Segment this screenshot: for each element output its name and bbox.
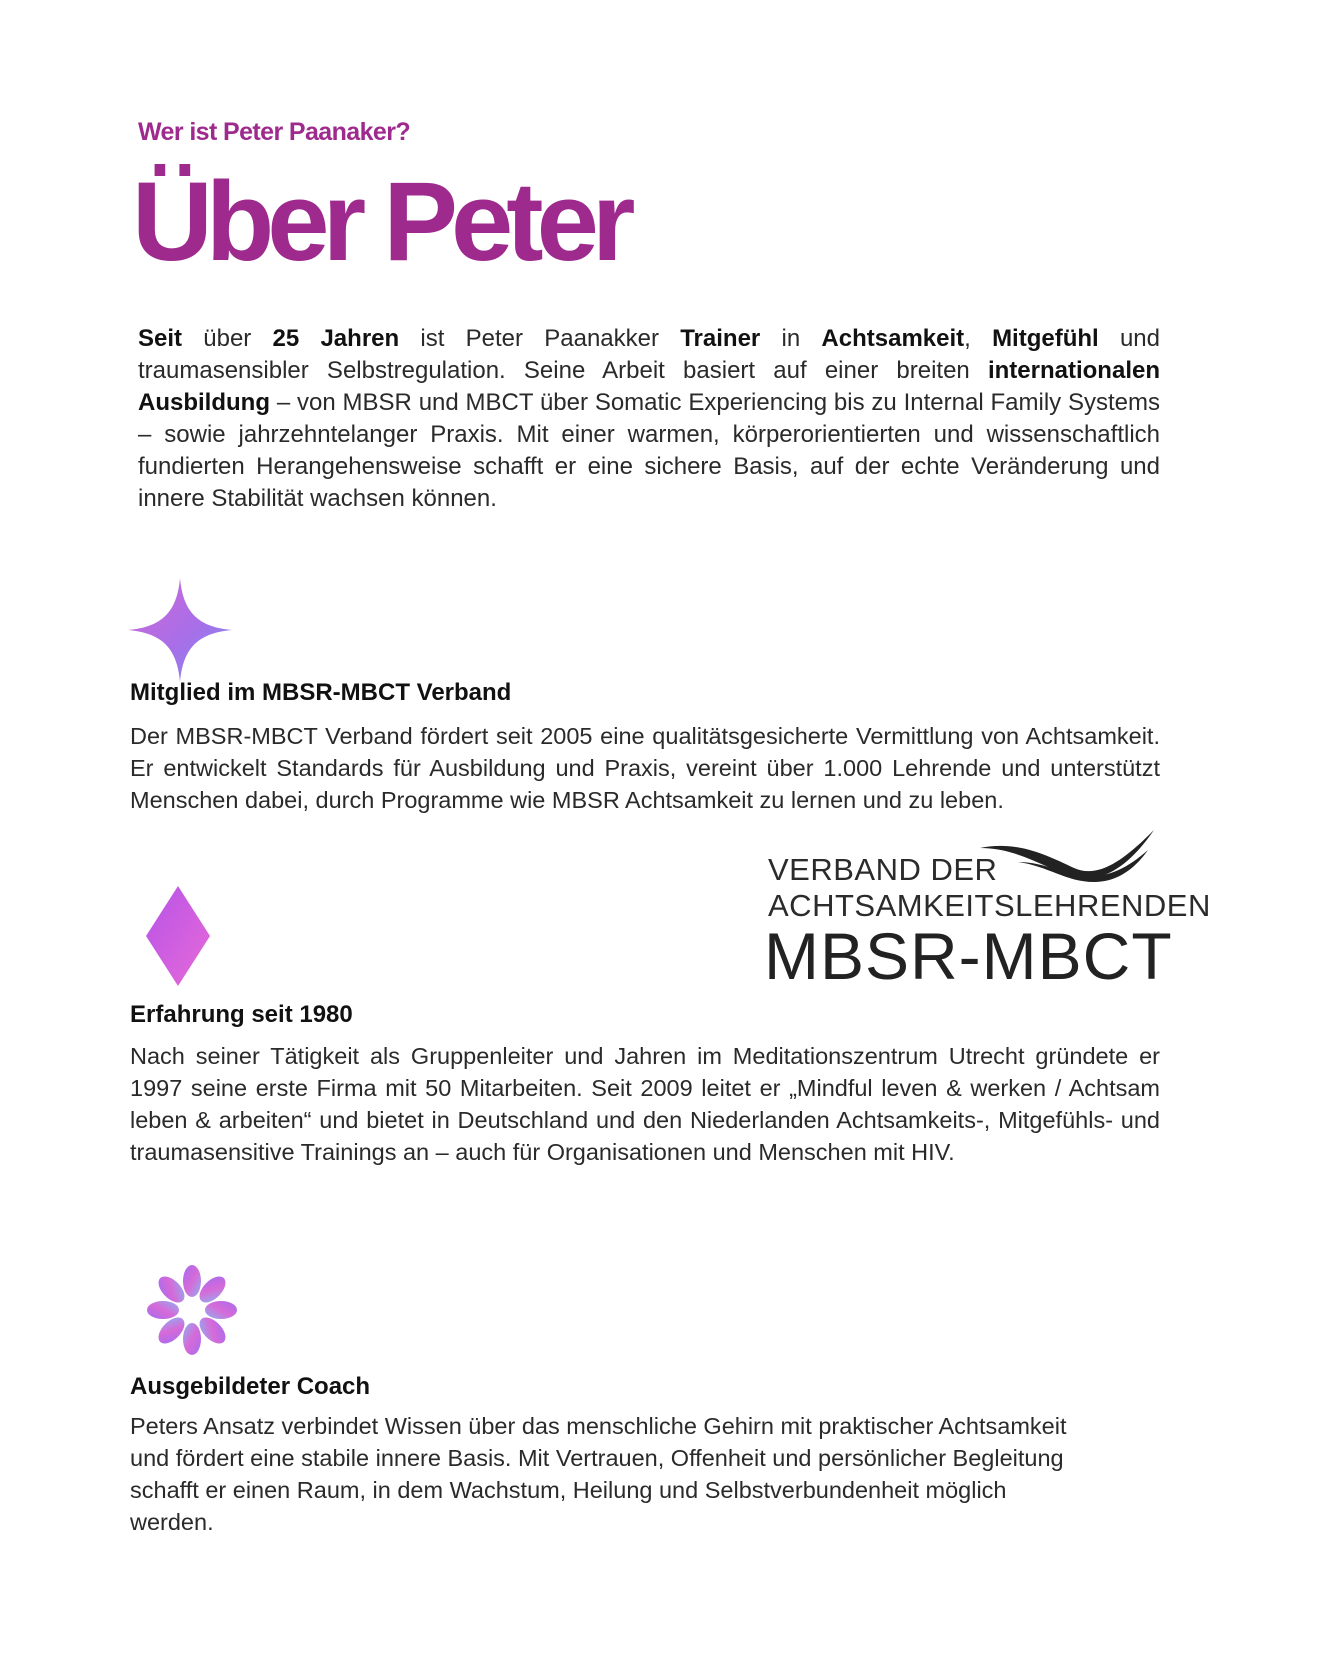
intro-text: über xyxy=(182,325,273,352)
logo-line-3: MBSR-MBCT xyxy=(764,919,1173,993)
intro-text: ist Peter Paanakker xyxy=(399,325,681,352)
flower-icon xyxy=(146,1264,238,1356)
mbsr-mbct-logo xyxy=(764,826,1211,996)
section-body: Peters Ansatz verbindet Wissen über das menschliche Gehirn mit praktischer Achtsamkeit und fördert eine stabile innere Basis. Mit Vertrauen, Offenheit und persönlicher Begleitung schafft er einen Raum, in dem Wachstum, Heilung und Selbstverbundenheit möglich werden. xyxy=(130,1413,1067,1535)
intro-bold: Seit xyxy=(138,325,183,352)
intro-text: in xyxy=(760,325,822,352)
section-title: Ausgebildeter Coach xyxy=(130,1373,371,1400)
intro-text: und traumasensibler Selbstregulation. Seine Arbeit basiert auf einer breiten xyxy=(138,325,1160,384)
section-body: Nach seiner Tätigkeit als Gruppenleiter und Jahren im Meditationszentrum Utrecht gründete er 1997 seine erste Firma mit 50 Mitarbeiten. Seit 2009 leitet er „Mindful leven & werken / Achtsam leben & arbeiten“ und bietet in Deutschland und den Niederlanden Achtsamkeits-, Mitgefühls- und traumasensitive Trainings an – auch für Organisationen und Menschen mit HIV. xyxy=(130,1043,1160,1165)
diamond-icon xyxy=(146,886,210,986)
intro-text: – von MBSR und MBCT über Somatic Experiencing bis zu Internal Family Systems – sowie jahrzehntelanger Praxis. Mit einer warmen, körperorientierten und wissenschaftlich fundierten Herangehensweise schafft er eine sichere Basis, auf der echte Veränderung und innere Stabilität wachsen können. xyxy=(138,389,1160,512)
logo-line-1: VERBAND DER xyxy=(768,852,998,887)
section-title: Mitglied im MBSR-MBCT Verband xyxy=(130,679,512,706)
intro-bold: 25 Jahren xyxy=(272,325,400,352)
intro-bold: Mitgefühl xyxy=(992,325,1099,352)
eyebrow-heading: Wer ist Peter Paanaker? xyxy=(138,118,410,146)
wave-logo-icon xyxy=(978,826,1158,882)
intro-bold: Trainer xyxy=(680,325,761,352)
page-title: Über Peter xyxy=(132,159,629,284)
logo-line-2: ACHTSAMKEITSLEHRENDEN xyxy=(768,888,1211,923)
section-title: Erfahrung seit 1980 xyxy=(130,1001,353,1028)
intro-paragraph xyxy=(138,323,1160,515)
section-body: Der MBSR-MBCT Verband fördert seit 2005 eine qualitätsgesicherte Vermittlung von Achtsamkeit. Er entwickelt Standards für Ausbildung und Praxis, vereint über 1.000 Lehrende und unterstützt Menschen dabei, durch Programme wie MBSR Achtsamkeit zu lernen und zu leben. xyxy=(130,723,1160,813)
intro-text: , xyxy=(964,325,993,352)
intro-bold: Achtsamkeit xyxy=(821,325,965,352)
intro-bold: internationalen Ausbildung xyxy=(138,357,1160,416)
sparkle-star-icon xyxy=(128,578,232,682)
